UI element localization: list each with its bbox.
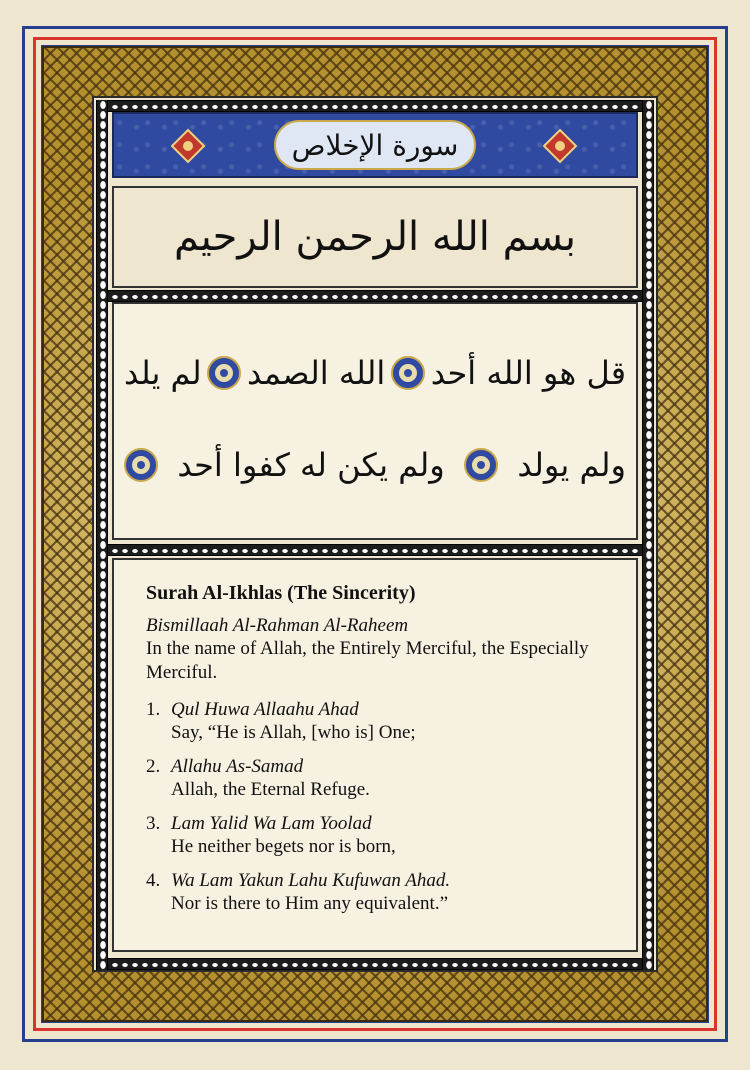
verse-number: 3. [146, 813, 161, 834]
verse-number: 1. [146, 699, 161, 720]
verse-end-rosette-icon [207, 356, 241, 390]
bead-band-top [100, 100, 650, 112]
arabic-verse-line [124, 338, 626, 408]
english-translation-panel [112, 558, 638, 952]
arabic-verse-3a: لم يلد [124, 354, 202, 392]
verse-end-rosette-icon [124, 448, 158, 482]
bead-band-upper [100, 290, 650, 302]
bismillah-arabic: بسم الله الرحمن الرحيم [173, 214, 577, 260]
verse-item [146, 813, 636, 859]
verse-end-rosette-icon [391, 356, 425, 390]
verse-translation: Say, “He is Allah, [who is] One; [171, 722, 416, 743]
verse-number: 4. [146, 870, 161, 891]
verse-translation: Nor is there to Him any equivalent.” [171, 893, 449, 914]
surah-title-cartouche [274, 120, 476, 170]
verse-end-rosette-icon [464, 448, 498, 482]
verse-translation: Allah, the Eternal Refuge. [171, 779, 370, 800]
bismillah-transliteration: Bismillaah Al-Rahman Al-Raheem [146, 615, 409, 636]
arabic-verse-3b: ولم يولد [517, 446, 626, 484]
verse-item [146, 699, 636, 745]
surah-name-arabic: سورة الإخلاص [291, 128, 459, 162]
arabic-verse-line [124, 430, 626, 500]
verse-translation: He neither begets nor is born, [171, 836, 396, 857]
arabic-verse-2: الله الصمد [247, 354, 386, 392]
bismillah-translation: In the name of Allah, the Entirely Merciful, the Especially Merciful. [146, 638, 589, 683]
verse-transliteration: Qul Huwa Allaahu Ahad [171, 699, 359, 720]
bead-band-right [642, 100, 654, 970]
bismillah-panel [112, 186, 638, 288]
floral-ornament-icon [170, 128, 206, 164]
verse-number: 2. [146, 756, 161, 777]
bead-band-bottom [100, 958, 650, 970]
verse-transliteration: Lam Yalid Wa Lam Yoolad [171, 813, 372, 834]
bismillah-english [146, 615, 636, 685]
verse-transliteration: Wa Lam Yakun Lahu Kufuwan Ahad. [171, 870, 451, 891]
arabic-verse-4: ولم يكن له كفوا أحد [177, 446, 445, 484]
arabic-verse-1: قل هو الله أحد [430, 354, 626, 392]
bead-band-middle [100, 544, 650, 556]
verse-item [146, 756, 636, 802]
verse-item [146, 870, 636, 916]
arabic-verses-panel [112, 302, 638, 540]
floral-ornament-icon [542, 128, 578, 164]
bead-band-left [96, 100, 108, 970]
english-title: Surah Al-Ikhlas (The Sincerity) [146, 582, 416, 604]
title-banner [112, 112, 638, 178]
verse-transliteration: Allahu As-Samad [171, 756, 304, 777]
